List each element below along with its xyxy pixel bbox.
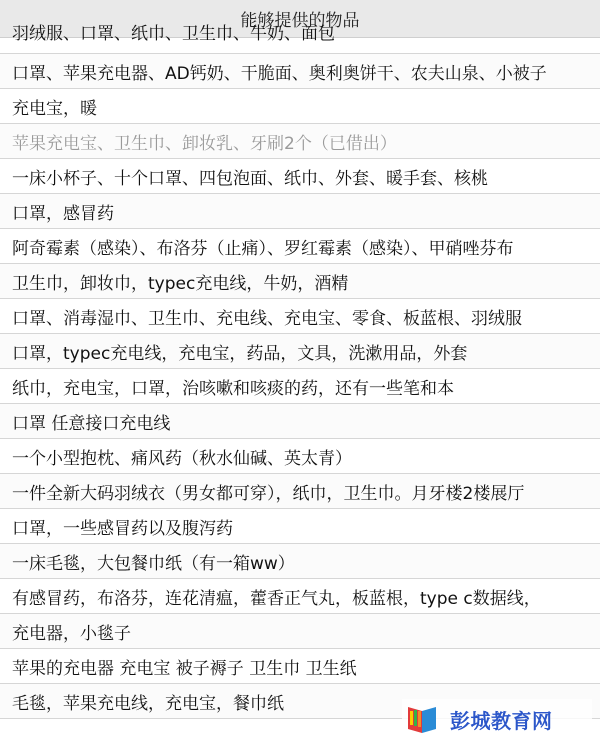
table-cell: 纸巾，充电宝，口罩，治咳嗽和咳痰的药，还有一些笔和本 xyxy=(12,378,454,399)
table-cell: 一个小型抱枕、痛风药（秋水仙碱、英太青） xyxy=(12,448,352,469)
watermark-logo xyxy=(402,699,592,739)
table-row[interactable] xyxy=(0,24,600,54)
table-row[interactable] xyxy=(0,334,600,369)
table-cell: 口罩，一些感冒药以及腹泻药 xyxy=(12,518,233,539)
table-cell: 一件全新大码羽绒衣（男女都可穿），纸巾，卫生巾。月牙楼2楼展厅 xyxy=(12,483,525,504)
table-cell: 口罩、苹果充电器、AD钙奶、干脆面、奥利奥饼干、农夫山泉、小被子 xyxy=(12,63,547,84)
table-cell: 口罩，typec充电线，充电宝，药品，文具，洗漱用品，外套 xyxy=(12,343,468,364)
table-cell: 充电宝，暖 xyxy=(12,98,97,119)
table-row[interactable] xyxy=(0,89,600,124)
table-cell: 口罩，感冒药 xyxy=(12,203,114,224)
table-row[interactable] xyxy=(0,544,600,579)
table-row[interactable] xyxy=(0,299,600,334)
table-cell: 苹果充电宝、卫生巾、卸妆乳、牙刷2个（已借出） xyxy=(12,133,397,154)
table-cell: 口罩 任意接口充电线 xyxy=(12,413,171,434)
table-row[interactable] xyxy=(0,264,600,299)
table-cell: 卫生巾，卸妆巾，typec充电线，牛奶，酒精 xyxy=(12,273,349,294)
table-row[interactable] xyxy=(0,649,600,684)
table-row[interactable] xyxy=(0,404,600,439)
table-row[interactable] xyxy=(0,579,600,614)
table-cell: 苹果的充电器 充电宝 被子褥子 卫生巾 卫生纸 xyxy=(12,658,357,679)
book-logo-icon xyxy=(402,703,442,735)
table-row[interactable] xyxy=(0,369,600,404)
table-row[interactable] xyxy=(0,229,600,264)
table-cell: 充电器，小毯子 xyxy=(12,623,131,644)
table-cell: 毛毯，苹果充电线，充电宝，餐巾纸 xyxy=(12,693,284,714)
table-row[interactable] xyxy=(0,159,600,194)
table-row[interactable] xyxy=(0,54,600,89)
table-cell: 有感冒药，布洛芬，连花清瘟，藿香正气丸，板蓝根，type c数据线， xyxy=(12,588,541,609)
column-header-label: 能够提供的物品 xyxy=(240,11,360,31)
table-body xyxy=(0,24,600,719)
table-row[interactable] xyxy=(0,439,600,474)
table-cell: 羽绒服、口罩、纸巾、卫生巾、牛奶、面包 xyxy=(12,24,335,44)
table-row[interactable] xyxy=(0,509,600,544)
table-cell: 一床毛毯，大包餐巾纸（有一箱ww） xyxy=(12,553,295,574)
table-row[interactable] xyxy=(0,474,600,509)
table-cell: 口罩、消毒湿巾、卫生巾、充电线、充电宝、零食、板蓝根、羽绒服 xyxy=(12,308,522,329)
table-cell: 一床小杯子、十个口罩、四包泡面、纸巾、外套、暖手套、核桃 xyxy=(12,168,488,189)
watermark-text: 彭城教育网 xyxy=(450,708,553,733)
table-row[interactable] xyxy=(0,124,600,159)
table-row[interactable] xyxy=(0,194,600,229)
table-cell: 阿奇霉素（感染）、布洛芬（止痛）、罗红霉素（感染）、甲硝唑芬布 xyxy=(12,238,514,259)
table-row[interactable] xyxy=(0,614,600,649)
